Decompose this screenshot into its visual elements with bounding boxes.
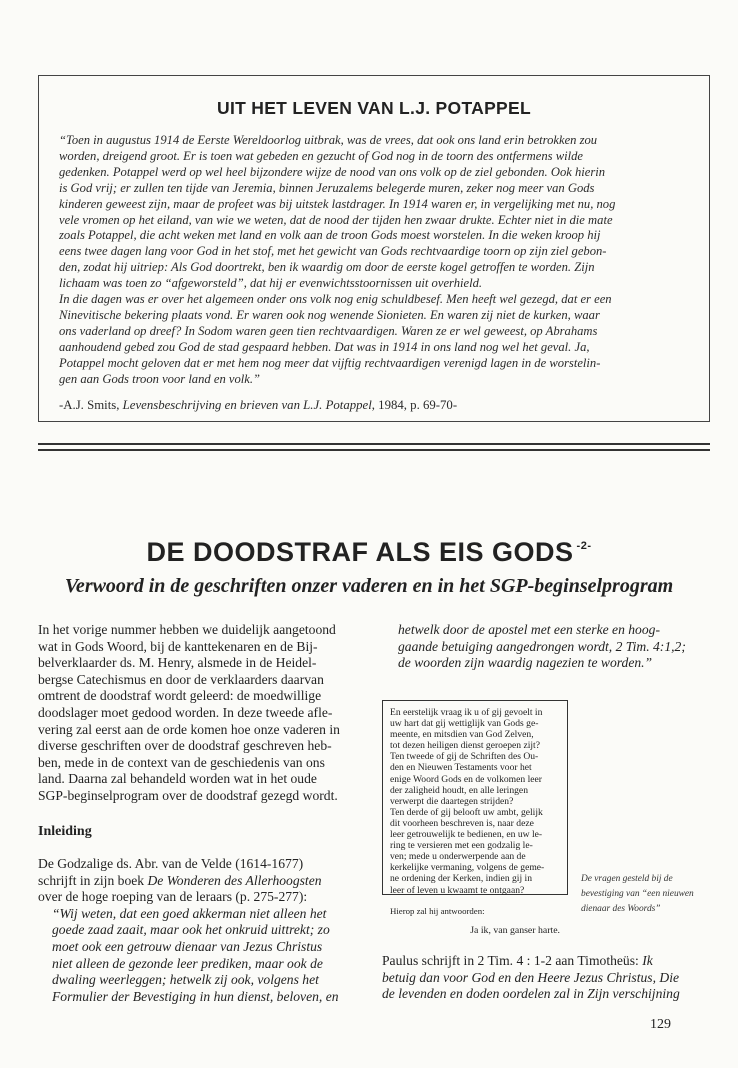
page-number: 129 [650, 1017, 671, 1032]
quote-line: eens twee dagen lang voor God in het stof, met het gewicht van Gods rechtvaardige toorn op zijn ziel gebon- [59, 244, 607, 259]
quote-line: is God vrij; er zullen ten tijde van Jeremia, binnen Jeruzalems belegerde muren, zeker nog meer van Gods [59, 180, 595, 195]
intro-line: vering zal eerst aan de orde komen hoe onze vaderen in [38, 721, 340, 737]
intro-line: ben, mede in de context van de geschiedenis van ons [38, 754, 325, 770]
inset-line: tot dezen heiligen dienst geroepen zijt? [390, 740, 540, 752]
quote-line: gen aan Gods troon voor land en volk.” [59, 371, 261, 386]
para-italic: Ik [642, 953, 653, 968]
inset-line: Ten tweede of gij de Schriften des Ou- [390, 751, 539, 763]
left-column [38, 622, 360, 805]
quote-line: hetwelk door de apostel met een sterke en hoog- [398, 622, 660, 637]
inset-line: meente, en mitsdien van God Zelven, [390, 729, 534, 741]
inset-line: leer of leven u kwaamt te ontgaan? [390, 884, 525, 896]
potappel-quote [59, 133, 689, 388]
para-text: Paulus schrijft in 2 Tim. 4 : 1-2 aan Timotheüs: [382, 953, 643, 968]
intro-line: In het vorige nummer hebben we duidelijk aangetoond [38, 622, 336, 637]
quote-line: aanhoudend gebed zou God de stad gespaard hebben. Dat was in 1914 in ons land nog wel het geval. Ja, [59, 339, 590, 354]
quote-source [59, 398, 689, 413]
para-line: over de hoge roeping van de leraars (p. 275-277): [38, 889, 308, 905]
inset-answer: Ja ik, van ganser harte. [470, 924, 560, 936]
bevestiging-inset [382, 700, 568, 936]
inset-caption: De vragen gesteld bij de bevestiging van “een nieuwen dienaar des Woords” [581, 874, 694, 914]
inset-line: den en Nieuwen Testaments voor het [390, 762, 532, 774]
intro-line: diverse geschriften over de doodstraf geschreven heb- [38, 738, 332, 754]
para-line: betuig dan voor God en den Heere Jezus Christus, Die [382, 969, 679, 985]
article-title-text: DE DOODSTRAF ALS EIS GODS [146, 537, 574, 567]
inset-line: leer getrouwelijk te bedienen, en uw le- [390, 829, 543, 841]
para-line [382, 953, 700, 970]
quote-line: niet alleen de gezonde leer prediken, maar ook de [52, 955, 323, 971]
quote-line: kinderen geweest zijn, maar de profeet was bij uitstek lastdrager. In 1914 waren er, in vergelijking met nu, nog [59, 196, 616, 211]
quote-line: den, zodat hij uitriep: Als God doortrekt, ben ik waardig om door de eerste kogel getroffen te worden. Zijn [59, 260, 595, 275]
section-heading: Inleiding [38, 824, 92, 839]
source-title: Levensbeschrijving en brieven van L.J. Potappel [122, 398, 372, 412]
quote-line: de woorden zijn waardig nagezien te worden.” [398, 655, 653, 671]
inset-line: ring te versieren met een godzalig le- [390, 840, 533, 852]
article-subtitle: Verwoord in de geschriften onzer vaderen en in het SGP-beginselprogram [64, 575, 674, 597]
inset-line: verwerpt die daartegen strijden? [390, 795, 514, 807]
para-line: De Godzalige ds. Abr. van de Velde (1614-1677) [38, 856, 304, 871]
inset-line: kerkelijke vermaning, volgens de geme- [390, 862, 545, 874]
intro-line: SGP-beginselprogram over de doodstraf gezegd wordt. [38, 787, 338, 803]
inset-line: ven; mede u onderwerpende aan de [390, 851, 526, 863]
quote-line: gedenken. Potappel werd op wel heel bijzondere wijze de nood van ons volk op de ziel gebonden. Ook hierin [59, 164, 606, 179]
quote-line: worden, dreigend groot. Er is toen wat gebeden en gezucht of God nog in de toorn des ontfermens wilde [59, 148, 583, 163]
quote-line: dwaling weerleggen; hetwelk zij ook, volgens het [52, 972, 319, 988]
book-title: De Wonderen des Allerhoogsten [147, 872, 322, 888]
intro-line: bergse Catechismus en door de verklaarders daarvan [38, 671, 324, 687]
divider-rule-top [38, 443, 710, 445]
box-title: UIT HET LEVEN VAN L.J. POTAPPEL [217, 98, 531, 118]
para-line [38, 873, 360, 890]
inset-line: Ten derde of gij belooft uw ambt, gelijk [390, 806, 543, 818]
intro-line: land. Daarna zal behandeld worden wat in het oude [38, 771, 317, 787]
inset-line: der zaligheid houdt, en alle leringen [390, 784, 528, 796]
para-line: de levenden en doden oordelen zal in Zijn verschijning [382, 986, 680, 1002]
inset-line: dit voorheen beschreven is, naar deze [390, 817, 534, 829]
quote-line: gaande betuiging aangedrongen wordt, 2 Tim. 4:1,2; [398, 638, 686, 654]
quote-line: In die dagen was er over het algemeen onder ons volk nog enig schuldbesef. Men heeft wel gezegd, dat er een [59, 292, 612, 307]
quote-line: vele vromen op het eiland, van wie we weten, dat de nood der tijden hen zwaar drukte. Echter niet in die mate [59, 212, 613, 227]
inset-line: En eerstelijk vraag ik u of gij gevoelt in [390, 707, 543, 718]
intro-line: doodslager moet gedood worden. In deze tweede afle- [38, 704, 333, 720]
inset-answer-lead: Hierop zal hij antwoorden: [390, 905, 485, 916]
quote-line: zoals Potappel, die acht weken met land en volk aan de troon Gods moest worstelen. In die weken kroop hij [59, 228, 601, 243]
intro-line: belverklaarder ds. M. Henry, alsmede in de Heidel- [38, 655, 317, 671]
inset-line: ne ordening der Kerken, indien gij in [390, 873, 532, 885]
divider-rule-bottom [38, 449, 710, 451]
article-part: -2- [576, 540, 592, 552]
right-column-para [382, 953, 700, 1003]
quote-line: ons vaderland op dreef? In Sodom waren geen tien rechtvaardigen. Waren ze er wel geweest, op Abrahams [59, 323, 598, 338]
quote-line: Ninevitische bekering plaats vond. Er waren ook nog wenende Sionieten. En waren zij niet de kurken, waar [59, 307, 600, 322]
article-title [0, 537, 738, 568]
quote-line: Potappel mocht geloven dat er met hem nog meer dat vijftig rechtvaardigen verenigd lagen in de worstelin- [59, 355, 601, 370]
quote-line: “Wij weten, dat een goed akkerman niet alleen het [52, 905, 327, 921]
quote-line: goede zaad zaait, maar ook het onkruid uittrekt; zo [52, 922, 330, 938]
quote-line: Formulier der Bevestiging in hun dienst, beloven, en [52, 988, 339, 1004]
right-column-quote [398, 622, 700, 672]
quote-line: “Toen in augustus 1914 de Eerste Wereldoorlog uitbrak, was de vrees, dat ook ons land erin betrokken zou [59, 133, 598, 147]
velde-quote [38, 906, 360, 1006]
left-column-para [38, 856, 360, 1005]
source-suffix: , 1984, p. 69-70- [371, 398, 458, 412]
intro-line: wat in Gods Woord, bij de kanttekenaren en de Bij- [38, 638, 318, 654]
inset-line: enige Woord Gods en de volkomen leer [390, 773, 542, 785]
inset-line: uw hart dat gij wettiglijk van Gods ge- [390, 718, 539, 730]
intro-line: omtrent de doodstraf wordt geleerd: de moedwillige [38, 688, 322, 704]
source-prefix: -A.J. Smits, [59, 398, 123, 412]
quote-line: moet ook een getrouw dienaar van Jezus Christus [52, 938, 323, 954]
quote-line: lichaam was toen zo “afgeworsteld”, dat hij er evenwichtsstoornissen uit overhield. [59, 276, 483, 291]
para-text: schrijft in zijn boek [38, 872, 148, 888]
